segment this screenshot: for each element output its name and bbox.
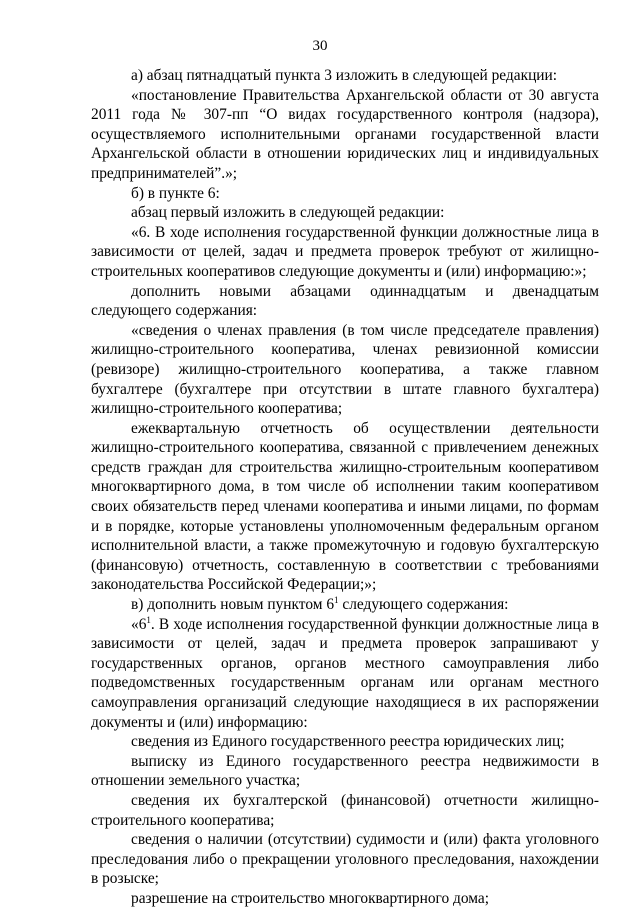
- paragraph-board-members: «сведения о членах правления (в том числе председателе правления) жилищно-строительного кооператива, членах ревизионной комиссии (ревизоре) жилищно-строительного кооператива, а также главном бухгалтере (бухгалтере при отсутствии в штате главного бухгалтера) жилищно-строительного кооператива;: [91, 321, 599, 418]
- paragraph-accounting-info: сведения их бухгалтерской (финансовой) отчетности жилищно-строительного кооператива;: [91, 791, 599, 829]
- paragraph-point-6-1-text: . В ходе исполнения государственной функции должностные лица в зависимости от целей, задач и предмета проверок запрашивают у государственных органов, органов местного самоуправления либо подведомственных государственным органам или органам местного самоуправления организаций следующие находящиеся в их распоряжении документы и (или) информацию:: [91, 615, 599, 731]
- paragraph-real-estate-register: выписку из Единого государственного реестра недвижимости в отношении земельного участка;: [91, 752, 599, 790]
- paragraph-amendment-c-tail: следующего содержания:: [338, 596, 509, 614]
- paragraph-legal-entities-register: сведения из Единого государственного реестра юридических лиц;: [131, 733, 565, 751]
- superscript-one: 1: [146, 614, 151, 625]
- document-body: [91, 66, 599, 909]
- paragraph-criminal-record: сведения о наличии (отсутствии) судимости и (или) факта уголовного преследования либо о прекращении уголовного преследования, нахождении в розыске;: [91, 831, 599, 888]
- paragraph-amendment-c-text: в) дополнить новым пунктом 6: [131, 596, 335, 614]
- paragraph-amendment-a: а) абзац пятнадцатый пункта 3 изложить в следующей редакции:: [131, 67, 558, 84]
- paragraph-point-6-quote: «6. В ходе исполнения государственной функции должностные лица в зависимости от целей, задач и предмета проверок требуют от жилищно-строительных кооперативов следующие документы и (или) информацию:»;: [91, 223, 599, 280]
- paragraph-building-permit: разрешение на строительство многоквартирного дома;: [131, 889, 489, 907]
- page-number: 30: [312, 38, 328, 54]
- paragraph-first-abzac: абзац первый изложить в следующей редакции:: [131, 204, 445, 222]
- paragraph-quarterly-report: ежеквартальную отчетность об осуществлении деятельности жилищно-строительного кооператива, связанной с привлечением денежных средств граждан для строительства жилищно-строительным кооперативом многоквартирного дома, в том числе об исполнении таким кооперативом своих обязательств перед членами кооператива и иными лицами, по формам и в порядке, которые установлены уполномоченным федеральным органом исполнительной власти, а также промежуточную и годовую бухгалтерскую (финансовую) отчетность, составленную в соответствии с требованиями законодательства Российской Федерации;»;: [91, 419, 599, 594]
- paragraph-point-6-1-start: «6: [131, 615, 147, 633]
- paragraph-amendment-c: [91, 595, 599, 615]
- paragraph-point-6-1: [91, 615, 599, 733]
- paragraph-amendment-b: б) в пункте 6:: [131, 184, 220, 202]
- paragraph-resolution-quote: «постановление Правительства Архангельской области от 30 августа 2011 года № 307-пп “О видах государственного контроля (надзора), осуществляемого исполнительными органами государственной власти Архангельской области в отношении юридических лиц и индивидуальных предпринимателей”.»;: [91, 86, 599, 182]
- paragraph-add-abzacs: дополнить новыми абзацами одиннадцатым и двенадцатым следующего содержания:: [91, 282, 599, 320]
- superscript-one: 1: [334, 594, 339, 605]
